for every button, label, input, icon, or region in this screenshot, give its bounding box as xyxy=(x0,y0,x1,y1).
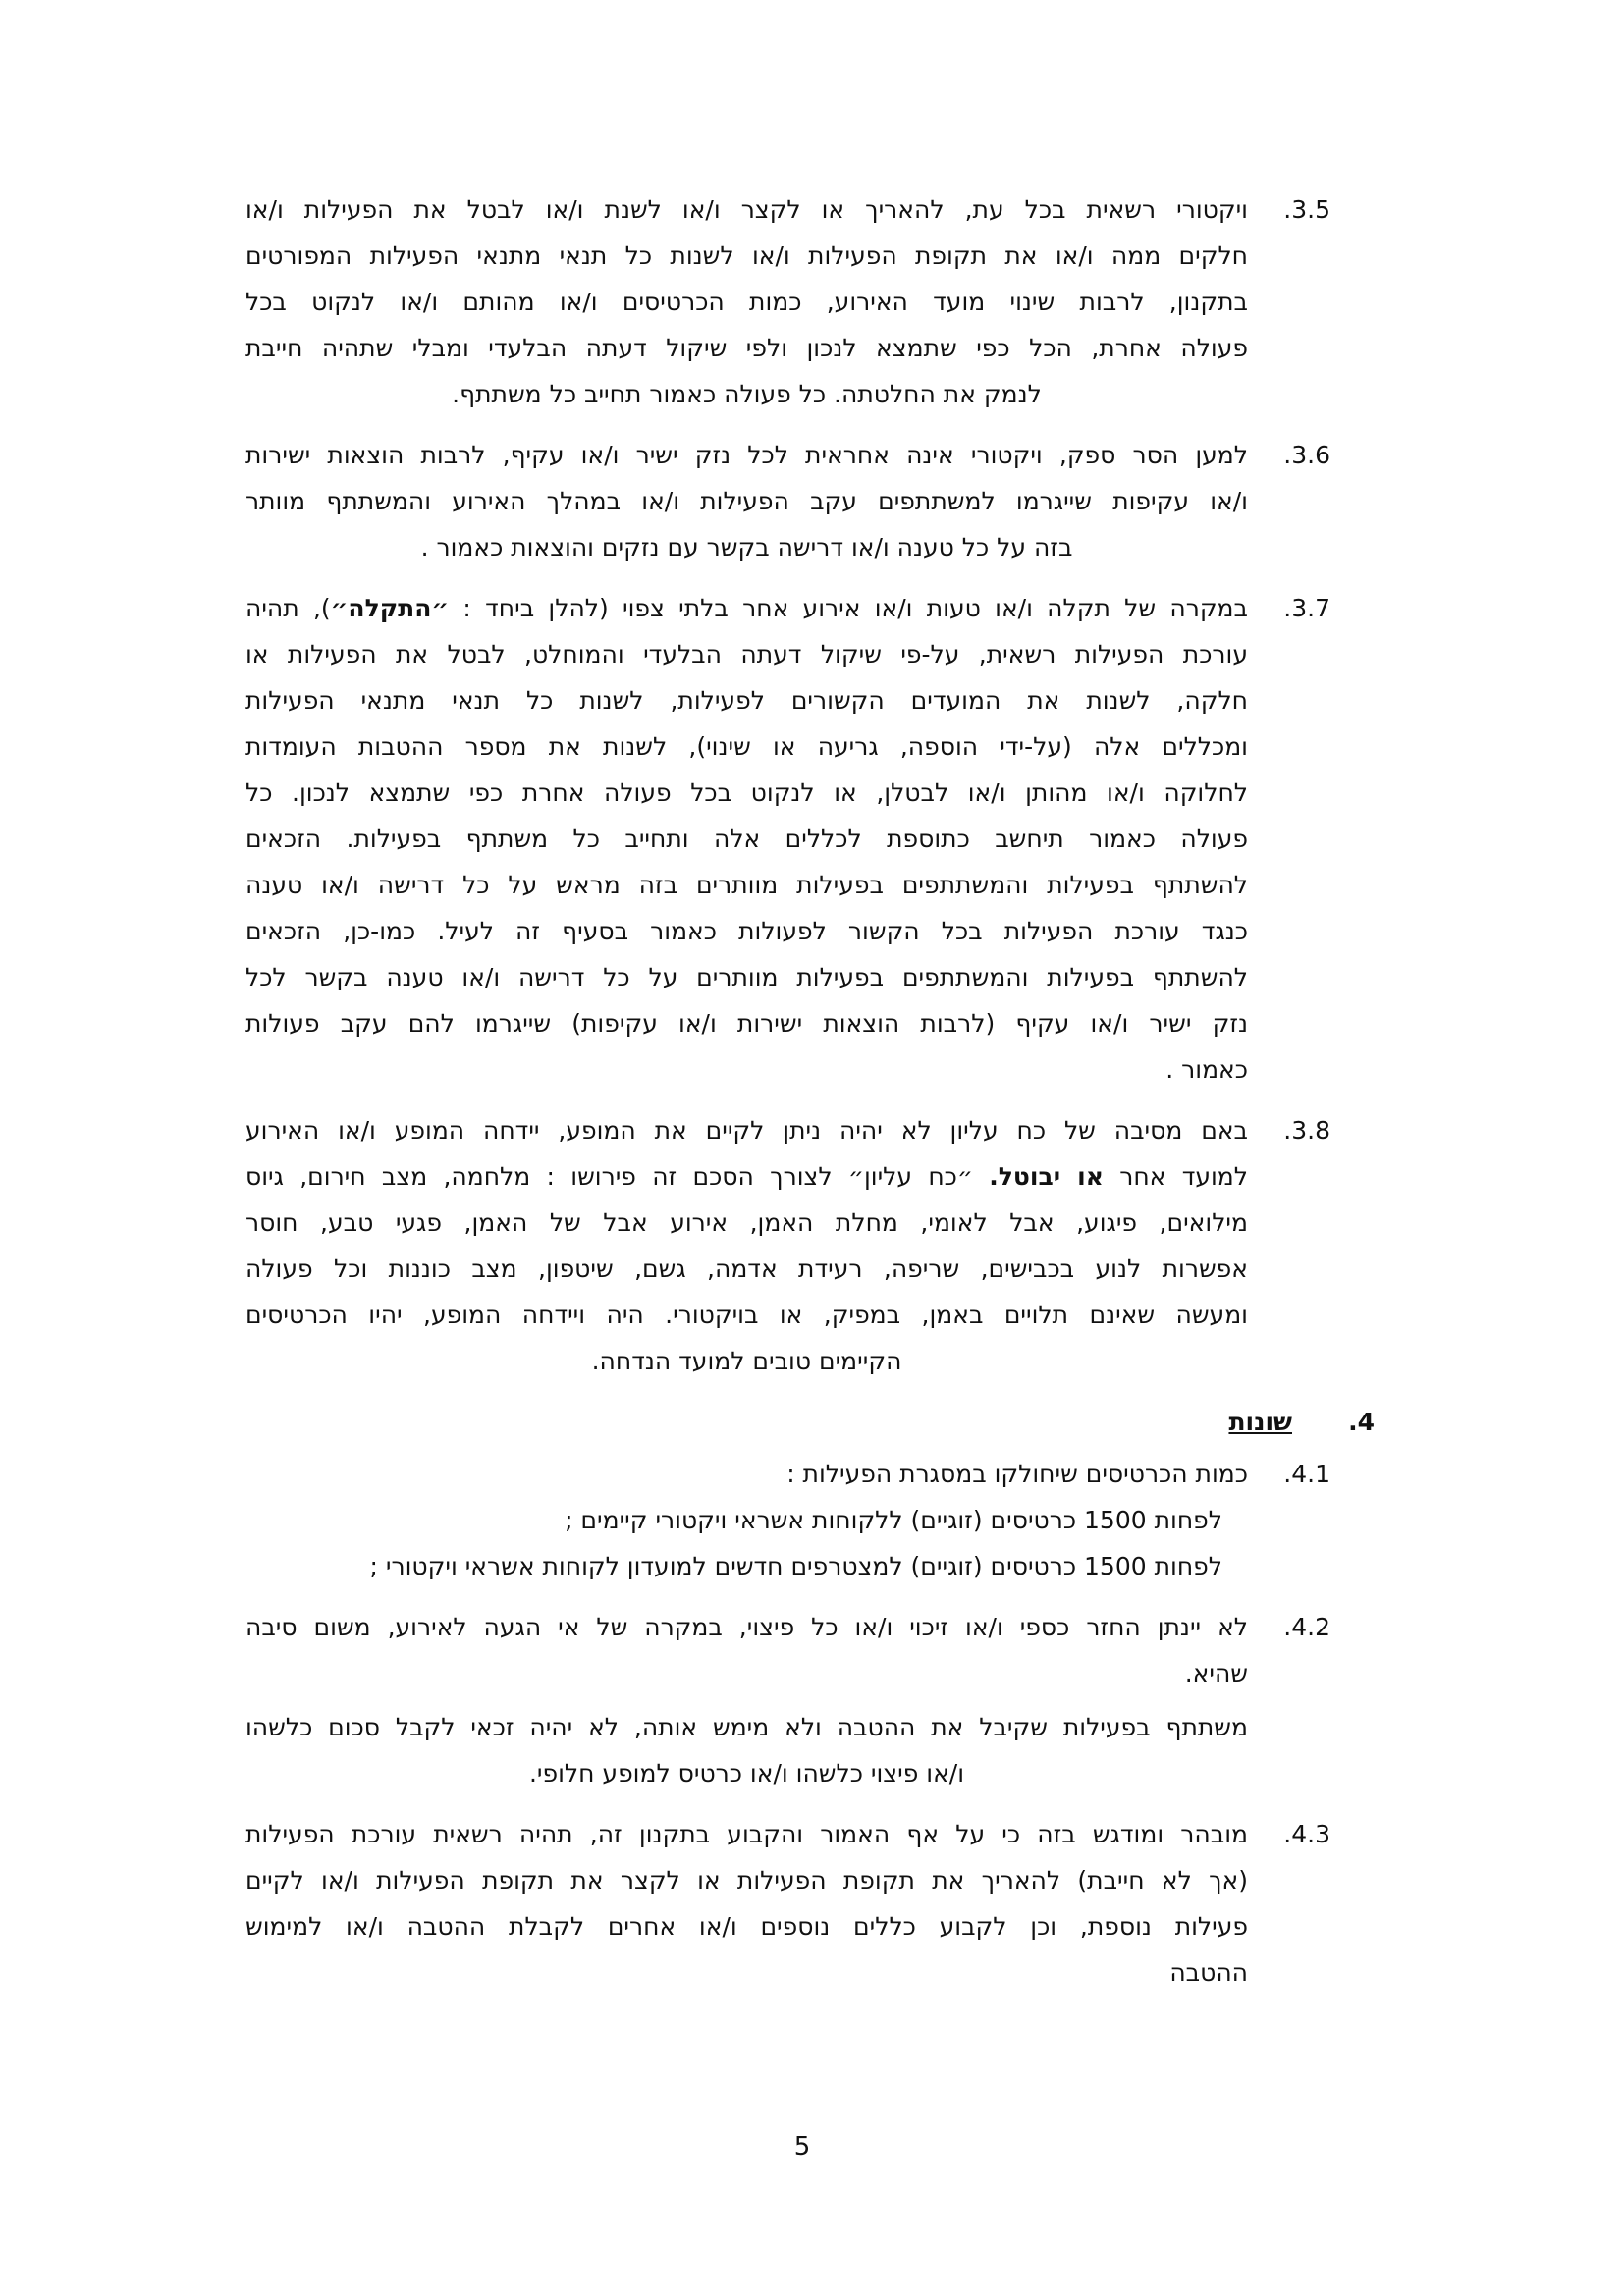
section-item xyxy=(245,1811,1330,1996)
section-text xyxy=(245,1451,1330,1589)
section-header xyxy=(245,1399,1375,1445)
text-line: שהיא. xyxy=(1184,1659,1248,1687)
text-line: משתתף בפעילות שקיבל את ההטבה ולא מימש אותה, לא יהיה זכאי לקבל סכום כלשהו xyxy=(245,1713,1248,1741)
section-item xyxy=(245,1604,1330,1796)
text-line: אפשרות לנוע בכבישים, שריפה, רעידת אדמה, גשם, שיטפון, מצב כוננות וכל פעולה xyxy=(245,1255,1248,1283)
text-line: כאמור . xyxy=(1165,1055,1248,1084)
text-line: חלקים ממה ו/או את תקופת הפעילות ו/או לשנות כל תנאי מתנאי הפעילות המפורטים xyxy=(245,241,1248,270)
section-text xyxy=(245,432,1330,570)
text-line: ו/או פיצוי כלשהו ו/או כרטיס למופע חלופי. xyxy=(528,1759,965,1788)
section-number: 3.6. xyxy=(1283,441,1330,469)
page-number: 5 xyxy=(793,2132,811,2162)
text-line: חלקה, לשנות את המועדים הקשורים לפעילות, לשנות כל תנאי מתנאי הפעילות xyxy=(245,686,1248,715)
section-number: 3.7. xyxy=(1283,594,1330,622)
text-line: למען הסר ספק, ויקטורי אינה אחראית לכל נזק ישיר ו/או עקיף, לרבות הוצאות ישירות xyxy=(245,441,1248,469)
section-number: 3.8. xyxy=(1283,1116,1330,1145)
section-number: 4.3. xyxy=(1283,1820,1330,1848)
text-line: פעילות נוספת, וכן לקבוע כללים נוספים ו/או אחרים לקבלת ההטבה ו/או למימוש xyxy=(245,1912,1248,1941)
section-number: 4. xyxy=(1348,1408,1375,1436)
text-line: ומעשה שאינם תלויים באמן, במפיק, או בויקטורי. היה ויידחה המופע, יהיו הכרטיסים xyxy=(245,1301,1248,1329)
text-line: ומכללים אלה (על-ידי הוספה, גריעה או שינוי), לשנות את מספר ההטבות העומדות xyxy=(245,732,1248,761)
text-line: לחלוקה ו/או מהותן ו/או לבטלן, או לנקוט בכל פעולה אחרת כפי שתמצא לנכון. כל xyxy=(245,778,1248,807)
section-number: 4.1. xyxy=(1283,1460,1330,1488)
text-line: מובהר ומודגש בזה כי על אף האמור והקבוע בתקנון זה, תהיה רשאית עורכת הפעילות xyxy=(245,1820,1248,1848)
text-line: בתקנון, לרבות שינוי מועד האירוע, כמות הכרטיסים ו/או מהותם ו/או לנקוט בכל xyxy=(245,288,1248,316)
section-item xyxy=(245,432,1330,570)
text-line: נזק ישיר ו/או עקיף (לרבות הוצאות ישירות ו/או עקיפות) שייגרמו להם עקב פעולות xyxy=(245,1009,1248,1038)
section-text xyxy=(245,585,1330,1093)
text-line: במקרה של תקלה ו/או טעות ו/או אירוע אחר בלתי צפוי (להלן ביחד : ״התקלה״), תהיה xyxy=(245,594,1248,622)
section-title: שונות xyxy=(1228,1408,1292,1436)
section-item xyxy=(245,1451,1330,1589)
text-line: בזה על כל טענה ו/או דרישה בקשר עם נזקים והוצאות כאמור . xyxy=(420,533,1073,561)
text-line: לנמק את החלטתה. כל פעולה כאמור תחייב כל משתתף. xyxy=(452,380,1042,408)
section-number: 4.2. xyxy=(1283,1613,1330,1641)
text-line: כנגד עורכת הפעילות בכל הקשור לפעולות כאמור בסעיף זה לעיל. כמו-כן, הזכאים xyxy=(245,917,1248,945)
text-line: ההטבה xyxy=(1169,1958,1248,1987)
text-line: ויקטורי רשאית בכל עת, להאריך או לקצר ו/או לשנת ו/או לבטל את הפעילות ו/או xyxy=(245,195,1248,224)
section-text xyxy=(245,1604,1330,1796)
text-line: לפחות 1500 כרטיסים (זוגיים) ללקוחות אשראי ויקטורי קיימים ; xyxy=(565,1506,1222,1534)
text-line: כמות הכרטיסים שיחולקו במסגרת הפעילות : xyxy=(786,1460,1248,1488)
document-body xyxy=(245,187,1375,2010)
text-line: לא יינתן החזר כספי ו/או זיכוי ו/או כל פיצוי, במקרה של אי הגעה לאירוע, משום סיבה xyxy=(245,1613,1248,1641)
text-line: הקיימים טובים למועד הנדחה. xyxy=(591,1347,902,1375)
text-line: להשתתף בפעילות והמשתתפים בפעילות מוותרים על כל דרישה ו/או טענה בקשר לכל xyxy=(245,963,1248,991)
section-text xyxy=(245,1107,1330,1384)
text-line: פעולה אחרת, הכל כפי שתמצא לנכון ולפי שיקול דעתה הבלעדי ומבלי שתהיה חייבת xyxy=(245,334,1248,362)
section-text xyxy=(245,1811,1330,1996)
text-line: למועד אחר או יבוטל. ״כח עליון״ לצורך הסכם זה פירושו : מלחמה, מצב חירום, גיוס xyxy=(245,1162,1248,1191)
section-item xyxy=(245,1107,1330,1384)
text-line: לפחות 1500 כרטיסים (זוגיים) למצטרפים חדשים למועדון לקוחות אשראי ויקטורי ; xyxy=(369,1552,1222,1580)
section-number: 3.5. xyxy=(1283,195,1330,224)
text-line: עורכת הפעילות רשאית, על-פי שיקול דעתה הבלעדי והמוחלט, לבטל את הפעילות או xyxy=(245,640,1248,668)
text-line: להשתתף בפעילות והמשתתפים בפעילות מוותרים בזה מראש על כל דרישה ו/או טענה xyxy=(245,871,1248,899)
section-text xyxy=(245,187,1330,417)
section-item xyxy=(245,585,1330,1093)
text-line: פעולה כאמור תיחשב כתוספת לכללים אלה ותחייב כל משתתף בפעילות. הזכאים xyxy=(245,825,1248,853)
text-line: באם מסיבה של כח עליון לא יהיה ניתן לקיים את המופע, יידחה המופע ו/או האירוע xyxy=(245,1116,1248,1145)
text-line: ו/או עקיפות שייגרמו למשתתפים עקב הפעילות ו/או במהלך האירוע והמשתתף מוותר xyxy=(245,487,1248,515)
section-item xyxy=(245,187,1330,417)
text-line: מילואים, פיגוע, אבל לאומי, מחלת האמן, אירוע אבל של האמן, פגעי טבע, חוסר xyxy=(245,1208,1248,1237)
text-line: (אך לא חייבת) להאריך את תקופת הפעילות או לקצר את תקופת הפעילות ו/או לקיים xyxy=(245,1866,1248,1895)
